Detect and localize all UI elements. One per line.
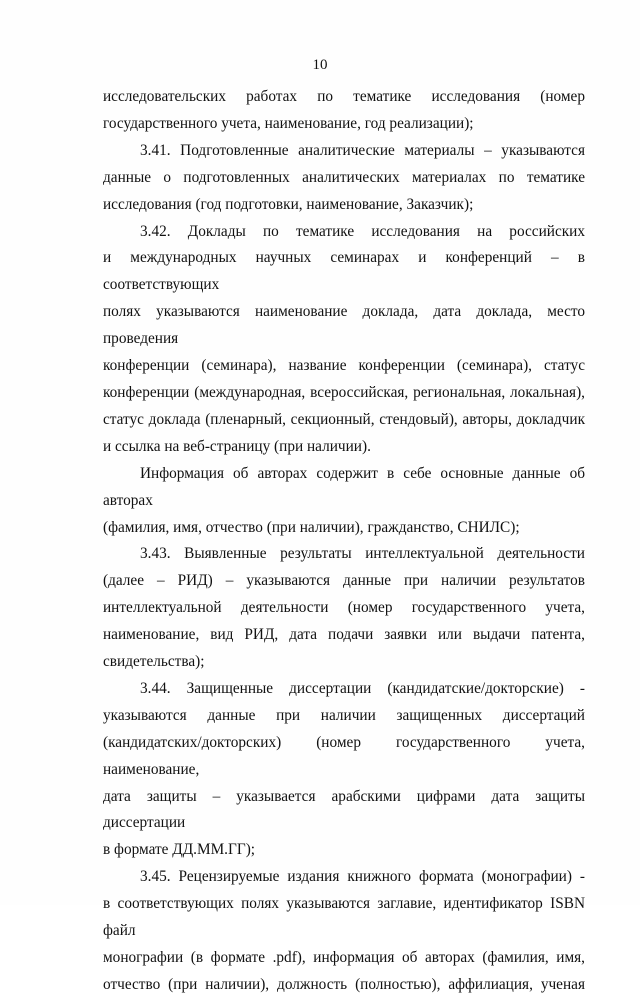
- text-line: указываются данные при наличии защищенных диссертаций: [103, 706, 585, 724]
- paragraph-3-43: [103, 541, 585, 676]
- paragraph-continuation: [103, 84, 585, 138]
- document-body: [103, 84, 585, 999]
- text-line: государственного учета, наименование, год реализации);: [103, 114, 474, 132]
- paragraph-3-42: [103, 219, 585, 461]
- text-line: Информация об авторах содержит в себе основные данные об авторах: [103, 464, 585, 509]
- text-line: дата защиты – указывается арабскими цифрами дата защиты диссертации: [103, 787, 585, 832]
- text-line: (фамилия, имя, отчество (при наличии), гражданство, СНИЛС);: [103, 518, 520, 536]
- text-line: конференции (международная, всероссийская, региональная, локальная),: [103, 383, 585, 401]
- text-line: данные о подготовленных аналитических материалах по тематике: [103, 168, 585, 186]
- text-line: статус доклада (пленарный, секционный, стендовый), авторы, докладчик: [103, 410, 585, 428]
- text-line: и ссылка на веб-страницу (при наличии).: [103, 437, 371, 455]
- text-line: свидетельства);: [103, 653, 205, 671]
- paragraph-3-45: [103, 864, 585, 999]
- text-line: конференции (семинара), название конференции (семинара), статус: [103, 357, 585, 375]
- text-line: (кандидатских/докторских) (номер государственного учета, наименование,: [103, 733, 585, 778]
- text-line: интеллектуальной деятельности (номер государственного учета,: [103, 599, 585, 617]
- text-line: исследовательских работах по тематике исследования (номер: [103, 88, 585, 105]
- text-line: в соответствующих полях указываются заглавие, идентификатор ISBN файл: [103, 895, 585, 940]
- text-line: монографии (в формате .pdf), информация об авторах (фамилия, имя,: [103, 949, 585, 966]
- text-line: полях указываются наименование доклада, дата доклада, место проведения: [103, 303, 585, 348]
- text-line: исследования (год подготовки, наименование, Заказчик);: [103, 195, 474, 213]
- text-line: наименование, вид РИД, дата подачи заявки или выдачи патента,: [103, 626, 585, 644]
- text-line: в формате ДД.ММ.ГГ);: [103, 841, 256, 859]
- text-line: и международных научных семинарах и конференций – в соответствующих: [103, 249, 585, 294]
- paragraph-3-44: [103, 676, 585, 864]
- text-line: (далее – РИД) – указываются данные при наличии результатов: [103, 572, 585, 590]
- text-line: 3.44. Защищенные диссертации (кандидатские/докторские) -: [140, 679, 585, 697]
- text-line: 3.45. Рецензируемые издания книжного формата (монографии) -: [140, 868, 585, 886]
- page-number: 10: [312, 57, 328, 73]
- text-line: 3.43. Выявленные результаты интеллектуальной деятельности: [140, 545, 585, 563]
- paragraph-authors-info: [103, 461, 585, 542]
- text-line: 3.42. Доклады по тематике исследования на российских: [140, 222, 585, 240]
- paragraph-3-41: [103, 138, 585, 219]
- text-line: отчество (при наличии), должность (полностью), аффилиация, ученая: [103, 975, 585, 993]
- text-line: 3.41. Подготовленные аналитические материалы – указываются: [140, 141, 585, 159]
